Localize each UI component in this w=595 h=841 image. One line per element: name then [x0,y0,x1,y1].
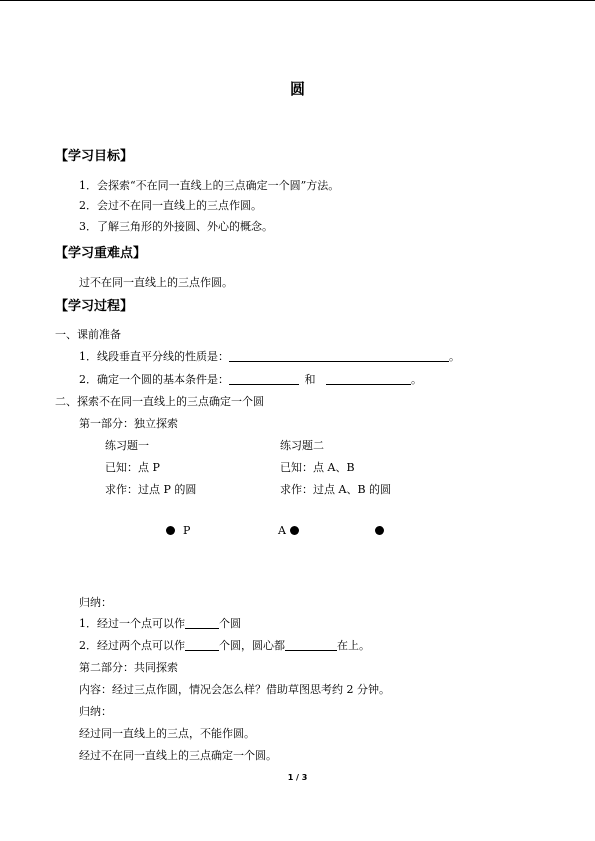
exercise-2-known: 已知：点 A、B [280,461,355,474]
prep-question-1 [79,348,460,364]
answer-blank [229,373,299,385]
part2-sub2: 第二部分：共同探索 [79,661,178,674]
conclusion-1: 经过同一直线上的三点，不能作圆。 [79,727,255,740]
summary-1 [79,615,241,631]
process-heading: 【学习过程】 [55,299,134,314]
part2-content: 内容：经过三点作圆，情况会怎么样？借助草图思考约 2 分钟。 [79,683,390,696]
summary-2-suffix: 在上。 [337,639,370,652]
prep-question-2-prefix: 2．确定一个圆的基本条件是： [79,373,229,386]
key-points-heading: 【学习重难点】 [55,246,147,261]
key-points-text: 过不在同一直线上的三点作圆。 [79,276,233,289]
answer-blank [229,350,449,362]
answer-blank [185,617,219,629]
part2-title: 二、探索不在同一直线上的三点确定一个圆 [55,395,264,408]
point-p-dot [166,526,175,535]
top-rule [0,0,595,1]
exercise-2-make: 求作：过点 A、B 的圆 [280,483,392,496]
part2-sub1: 第一部分：独立探索 [79,417,178,430]
answer-blank [326,373,411,385]
summary-label-2: 归纳： [79,705,112,718]
prep-question-2-suffix: 。 [411,373,422,386]
goals-heading: 【学习目标】 [55,149,134,164]
summary-1-suffix: 个圆 [219,617,241,630]
prep-question-1-suffix: 。 [449,350,460,363]
prep-question-2-and: 和 [304,373,316,386]
page-title: 圆 [289,80,305,98]
summary-2-prefix: 2．经过两个点可以作 [79,639,185,652]
answer-blank [185,639,219,651]
summary-2 [79,637,370,653]
prep-question-2 [79,371,422,387]
point-p-label: P [183,524,191,537]
exercise-2-label: 练习题二 [280,439,324,452]
goal-item-1: 1．会探索“不在同一直线上的三点确定一个圆”方法。 [79,179,340,192]
point-b-dot [375,526,384,535]
conclusion-2: 经过不在同一直线上的三点确定一个圆。 [79,749,277,762]
answer-blank [285,639,337,651]
prep-question-1-prefix: 1．线段垂直平分线的性质是： [79,350,229,363]
page-number: 1 / 3 [287,773,308,782]
summary-label: 归纳： [79,596,112,609]
point-a-label: A [278,524,286,537]
goal-item-2: 2．会过不在同一直线上的三点作圆。 [79,199,262,212]
summary-2-mid: 个圆，圆心都 [219,639,285,652]
part1-title: 一、课前准备 [55,328,121,341]
exercise-1-label: 练习题一 [105,439,149,452]
goal-item-3: 3．了解三角形的外接圆、外心的概念。 [79,220,273,233]
exercise-1-make: 求作：过点 P 的圆 [105,483,197,496]
summary-1-prefix: 1．经过一个点可以作 [79,617,185,630]
exercise-1-known: 已知：点 P [105,461,160,474]
point-a-dot [290,526,299,535]
